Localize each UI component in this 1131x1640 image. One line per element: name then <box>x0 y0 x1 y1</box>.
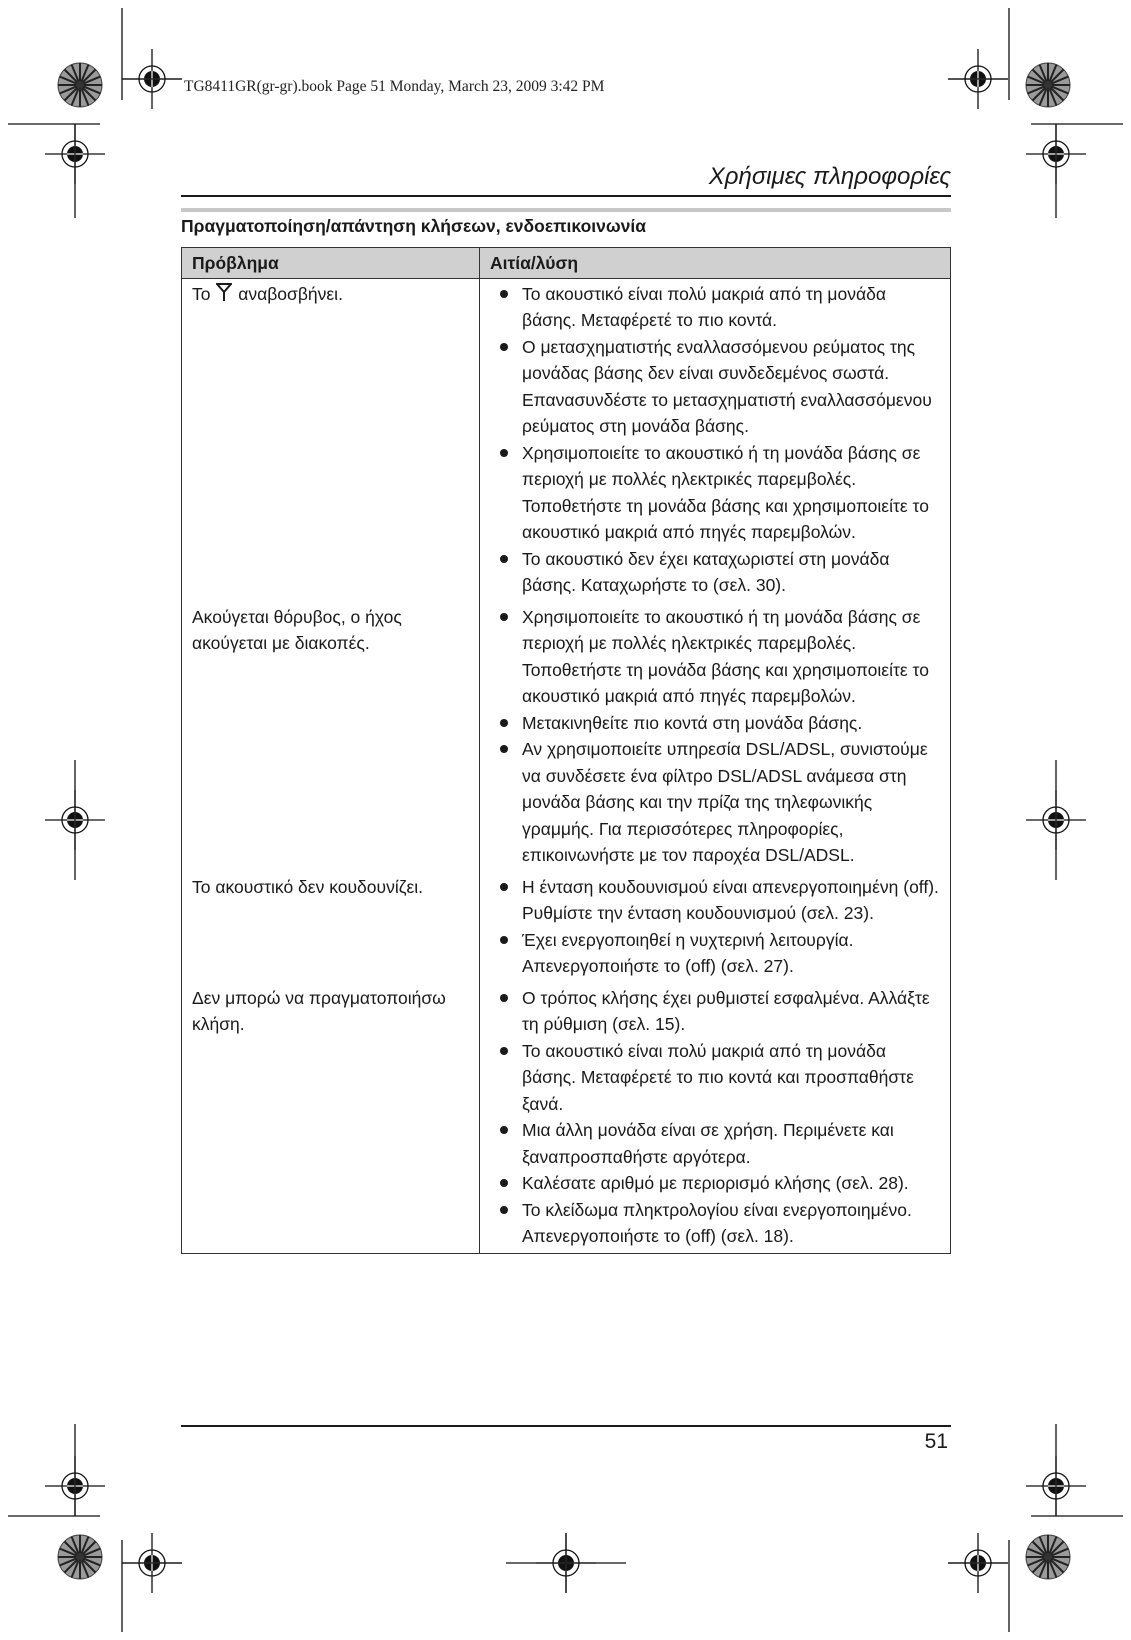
troubleshooting-table <box>181 247 951 1254</box>
cause-list <box>490 604 944 869</box>
table-row <box>182 602 951 872</box>
print-slug-line: TG8411GR(gr-gr).book Page 51 Monday, March 23, 2009 3:42 PM <box>184 78 605 95</box>
problem-cell: Το ακουστικό δεν κουδουνίζει. <box>182 872 480 983</box>
cause-item: Το ακουστικό δεν έχει καταχωριστεί στη μονάδα βάσης. Καταχωρήστε το (σελ. 30). <box>490 546 944 599</box>
header-cause: Αιτία/λύση <box>480 248 951 279</box>
problem-text-before: Το <box>192 283 211 304</box>
cause-item: Ο μετασχηματιστής εναλλασσόμενου ρεύματος της μονάδας βάσης δεν είναι συνδεδεμένος σωστά. Επανασυνδέστε το μετασχηματιστή εναλλασσόμενου ρεύματος στη μονάδα βάσης. <box>490 334 944 440</box>
cause-item: Καλέσατε αριθμό με περιορισμό κλήσης (σελ. 28). <box>490 1170 944 1197</box>
cause-list <box>490 281 944 599</box>
cause-item: Μια άλλη μονάδα είναι σε χρήση. Περιμένετε και ξαναπροσπαθήστε αργότερα. <box>490 1117 944 1170</box>
cause-list <box>490 874 944 980</box>
table-row <box>182 872 951 983</box>
cause-item: Μετακινηθείτε πιο κοντά στη μονάδα βάσης. <box>490 710 944 737</box>
table-header-row <box>182 248 951 279</box>
page-header-title: Χρήσιμες πληροφορίες <box>708 163 951 190</box>
problem-cell <box>182 278 480 602</box>
cause-item: Χρησιμοποιείτε το ακουστικό ή τη μονάδα βάσης σε περιοχή με πολλές ηλεκτρικές παρεμβολές. Τοποθετήστε τη μονάδα βάσης και χρησιμοποιείτε το ακουστικό μακριά από πηγές παρεμβολών. <box>490 440 944 546</box>
cause-item: Η ένταση κουδουνισμού είναι απενεργοποιημένη (off). Ρυθμίστε την ένταση κουδουνισμού (σελ. 23). <box>490 874 944 927</box>
cause-item: Αν χρησιμοποιείτε υπηρεσία DSL/ADSL, συνιστούμε να συνδέσετε ένα φίλτρο DSL/ADSL ανάμεσα στη μονάδα βάσης και την πρίζα της τηλεφωνικής γραμμής. Για περισσότερες πληροφορίες, επικοινωνήστε με τον παροχέα DSL/ADSL. <box>490 736 944 869</box>
table-row <box>182 983 951 1254</box>
cause-cell <box>480 278 951 602</box>
cause-cell <box>480 872 951 983</box>
problem-cell: Δεν μπορώ να πραγματοποιήσω κλήση. <box>182 983 480 1254</box>
cause-item: Έχει ενεργοποιηθεί η νυχτερινή λειτουργία. Απενεργοποιήστε το (off) (σελ. 27). <box>490 927 944 980</box>
cause-list <box>490 985 944 1250</box>
problem-cell: Ακούγεται θόρυβος, ο ήχος ακούγεται με διακοπές. <box>182 602 480 872</box>
cause-item: Το ακουστικό είναι πολύ μακριά από τη μονάδα βάσης. Μεταφέρετέ το πιο κοντά και προσπαθήστε ξανά. <box>490 1038 944 1118</box>
cause-item: Χρησιμοποιείτε το ακουστικό ή τη μονάδα βάσης σε περιοχή με πολλές ηλεκτρικές παρεμβολές. Τοποθετήστε τη μονάδα βάσης και χρησιμοποιείτε το ακουστικό μακριά από πηγές παρεμβολών. <box>490 604 944 710</box>
cause-item: Το κλείδωμα πληκτρολογίου είναι ενεργοποιημένο. Απενεργοποιήστε το (off) (σελ. 18). <box>490 1197 944 1250</box>
cause-item: Το ακουστικό είναι πολύ μακριά από τη μονάδα βάσης. Μεταφέρετέ το πιο κοντά. <box>490 281 944 334</box>
problem-text-after: αναβοσβήνει. <box>238 283 343 304</box>
header-problem: Πρόβλημα <box>182 248 480 279</box>
cause-cell <box>480 983 951 1254</box>
antenna-icon <box>216 283 232 310</box>
header-rule-light <box>181 208 951 212</box>
section-title: Πραγματοποίηση/απάντηση κλήσεων, ενδοεπικοινωνία <box>181 216 647 236</box>
page-number: 51 <box>924 1430 948 1453</box>
header-rule <box>181 195 951 197</box>
footer-rule <box>181 1425 951 1427</box>
cause-cell <box>480 602 951 872</box>
table-row <box>182 278 951 602</box>
cause-item: Ο τρόπος κλήσης έχει ρυθμιστεί εσφαλμένα. Αλλάξτε τη ρύθμιση (σελ. 15). <box>490 985 944 1038</box>
